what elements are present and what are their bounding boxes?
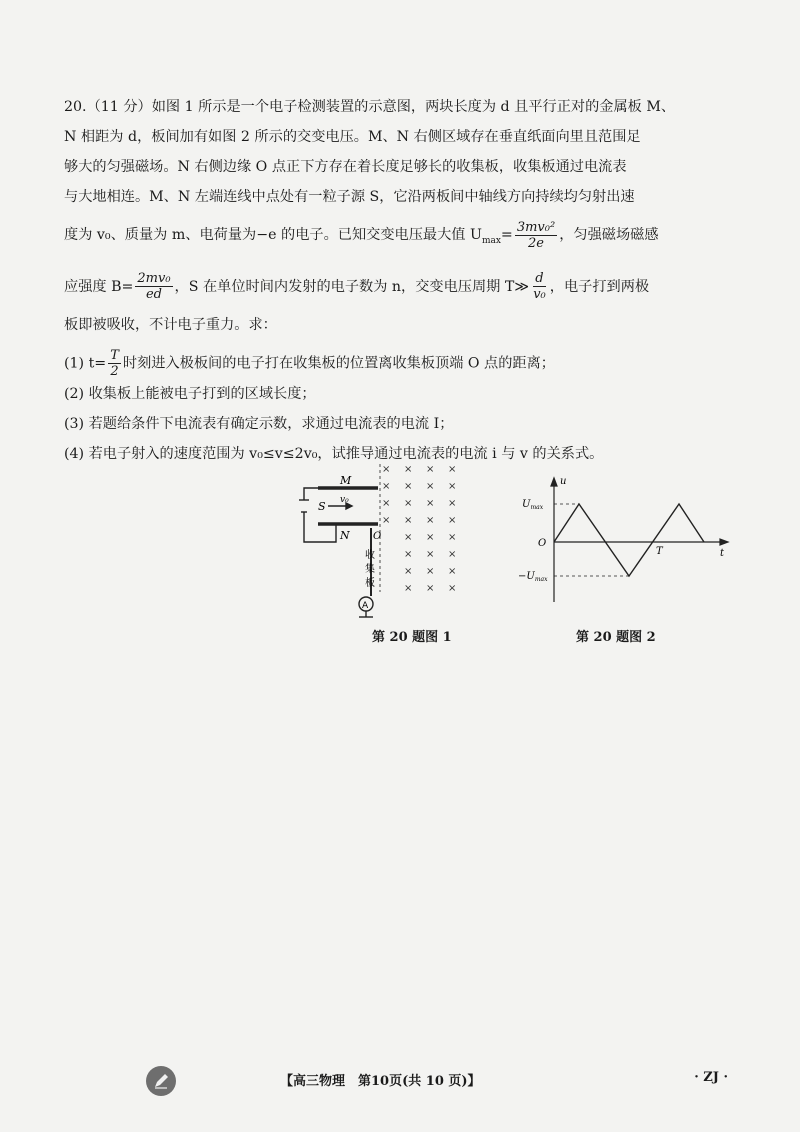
label-v0: v₀ (340, 495, 349, 505)
neg-umax-label-main: −U (518, 571, 535, 582)
umax-label-sub: max (530, 504, 544, 511)
field-cross: × (404, 515, 413, 526)
field-cross: × (382, 498, 391, 509)
b-fraction-denominator: ed (145, 287, 162, 303)
collector-char-1: 收 (365, 550, 375, 561)
ammeter-label: A (362, 601, 369, 611)
field-cross: × (448, 549, 457, 560)
axis-u-label: u (560, 476, 567, 487)
field-cross: × (426, 481, 435, 492)
page-footer (0, 1066, 800, 1094)
problem-stem (64, 92, 744, 340)
stem-line-1: 20.（11 分）如图 1 所示是一个电子检测装置的示意图，两块长度为 d 且平行正对的金属板 M、 (64, 99, 676, 115)
umax-label-main: U (522, 499, 531, 510)
field-cross: × (426, 464, 435, 475)
field-cross: × (404, 464, 413, 475)
voltage-wave (554, 504, 704, 576)
field-cross: × (426, 583, 435, 594)
neg-umax-label (518, 571, 548, 583)
label-o: O (373, 531, 382, 542)
label-m: M (340, 474, 352, 487)
question-1-a: (1) t= (64, 355, 107, 372)
stem-line-6-text-c: ，电子打到两极 (549, 278, 650, 295)
field-cross: × (404, 481, 413, 492)
umax-fraction (515, 220, 557, 251)
umax-fraction-numerator: 3mv₀² (516, 219, 556, 235)
question-4: (4) 若电子射入的速度范围为 v₀≤v≤2v₀，试推导通过电流表的电流 i 与 v 的关系式。 (64, 445, 604, 462)
field-cross: × (426, 532, 435, 543)
field-cross: × (382, 481, 391, 492)
stem-line-5-text-a: 度为 v₀、质量为 m、电荷量为−e 的电子。已知交变电压最大值 U (64, 227, 482, 243)
pencil-icon (146, 1066, 176, 1096)
figure-1-device (296, 462, 476, 622)
period-label: T (656, 546, 663, 557)
field-cross: × (426, 549, 435, 560)
field-cross: × (426, 566, 435, 577)
field-cross: × (404, 532, 413, 543)
field-cross: × (448, 532, 457, 543)
period-fraction-denominator: v₀ (533, 287, 546, 303)
stem-line-2: N 相距为 d，板间加有如图 2 所示的交变电压。M、N 右侧区域存在垂直纸面向里且范围足 (64, 129, 641, 145)
period-fraction (531, 271, 548, 302)
field-cross: × (448, 583, 457, 594)
u-axis-arrow (551, 478, 557, 486)
field-cross: × (404, 498, 413, 509)
label-s: S (318, 500, 326, 513)
problem-20 (64, 92, 744, 469)
stem-line-6-text-a: 应强度 B= (64, 278, 134, 295)
b-fraction-numerator: 2mv₀ (137, 271, 171, 287)
q1-fraction (108, 348, 121, 379)
wire-left-lower (304, 512, 336, 542)
umax-label (522, 499, 544, 511)
field-cross: × (448, 498, 457, 509)
stem-line-5 (64, 212, 744, 264)
origin-label: O (538, 538, 547, 549)
field-cross: × (404, 566, 413, 577)
collector-char-3: 板 (365, 578, 375, 589)
wire-left (304, 488, 318, 500)
period-fraction-numerator: d (535, 271, 544, 287)
axis-t-label: t (720, 548, 725, 559)
collector-char-2: 集 (365, 564, 375, 575)
umax-subscript: max (481, 235, 501, 246)
stem-line-6 (64, 264, 744, 310)
figure-2-caption: 第 20 题图 2 (576, 630, 656, 645)
t-axis-arrow (720, 539, 728, 545)
field-cross: × (448, 464, 457, 475)
footer-page-info: 【高三物理 第10页(共 10 页)】 (280, 1074, 481, 1089)
field-cross: × (404, 549, 413, 560)
question-1-b: 时刻进入极板间的电子打在收集板的位置离收集板顶端 O 点的距离； (122, 355, 555, 372)
field-cross: × (382, 464, 391, 475)
field-cross: × (382, 515, 391, 526)
field-cross: × (404, 583, 413, 594)
q1-fraction-denominator: 2 (110, 363, 119, 379)
b-fraction (135, 271, 172, 302)
field-cross: × (426, 498, 435, 509)
magnetic-field-marks (382, 464, 456, 594)
field-cross: × (448, 515, 457, 526)
neg-umax-label-sub: max (534, 576, 548, 583)
q1-fraction-numerator: T (110, 347, 119, 363)
stem-line-7: 板即被吸收，不计电子重力。求： (64, 316, 277, 333)
field-cross: × (448, 566, 457, 577)
stem-line-6-text-b: ，S 在单位时间内发射的电子数为 n，交变电压周期 T≫ (174, 278, 530, 295)
figure-2-voltage-graph (516, 474, 736, 614)
stem-line-3: 够大的匀强磁场。N 右侧边缘 O 点正下方存在着长度足够长的收集板，收集板通过电流表 (64, 159, 627, 175)
umax-fraction-denominator: 2e (528, 235, 544, 251)
figure-1-caption: 第 20 题图 1 (372, 630, 452, 645)
footer-code: · ZJ · (694, 1070, 728, 1085)
stem-line-5-eq: = (500, 227, 513, 243)
stem-line-5-text-b: ，匀强磁场磁感 (559, 227, 659, 243)
stem-line-4: 与大地相连。M、N 左端连线中点处有一粒子源 S，它沿两板间中轴线方向持续均匀射出速 (64, 189, 635, 205)
label-n: N (340, 529, 350, 542)
question-2: (2) 收集板上能被电子打到的区域长度； (64, 385, 316, 402)
question-3: (3) 若题给条件下电流表有确定示数，求通过电流表的电流 I； (64, 415, 454, 432)
field-cross: × (448, 481, 457, 492)
field-cross: × (426, 515, 435, 526)
question-1 (64, 348, 744, 379)
